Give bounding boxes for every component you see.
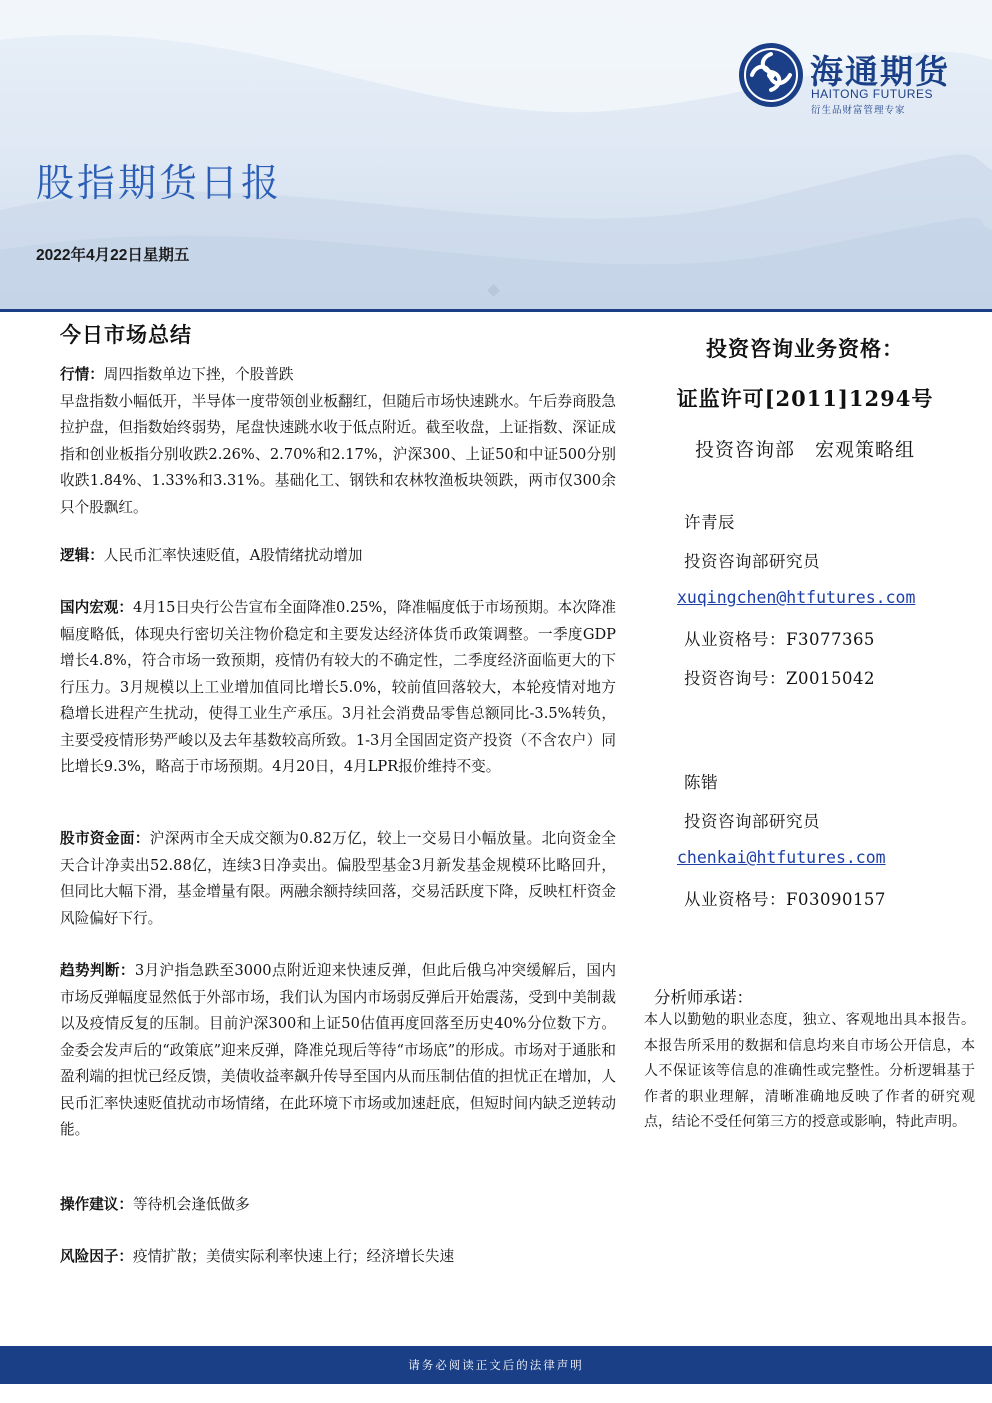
logo-chinese-name: 海通期货 [810,52,950,91]
risk-label: 风险因子： [60,1248,133,1265]
analyst-2-practice-number: 从业资格号：F03090157 [684,890,886,909]
risk-paragraph [60,1244,616,1271]
advice-body: 等待机会逢低做多 [132,1196,250,1213]
analyst-1-role: 投资咨询部研究员 [684,552,820,571]
analyst-2-name: 陈锴 [684,773,718,792]
analyst-statement-title: 分析师承诺： [654,988,753,1007]
logic-paragraph [60,543,616,570]
trend-body: 3月沪指急跌至3000点附近迎来快速反弹，但此后俄乌冲突缓解后，国内市场反弹幅度显然低于外部市场，我们认为国内市场弱反弹后开始震荡，受到中美制裁以及疫情反复的压制。目前沪深300和上证50估值再度回落至历史40%分位数下方。金委会发声后的“政策底”迎来反弹，降准兑现后等待“市场底”的形成。市场对于通胀和盈利端的担忧已经反馈，美债收益率飙升传导至国内从而压制估值的担忧正在增加，人民币汇率快速贬值扰动市场情绪，在此环境下市场或加速赶底，但短时间内缺乏逆转动能。 [60,962,616,1138]
macro-body: 4月15日央行公告宣布全面降准0.25%，降准幅度低于市场预期。本次降准幅度略低，体现央行密切关注物价稳定和主要发达经济体货币政策调整。一季度GDP增长4.8%，符合市场一致预期，疫情仍有较大的不确定性，二季度经济面临更大的下行压力。3月规模以上工业增加值同比增长5.0%，较前值回落较大，本轮疫情对地方稳增长进程产生扰动，使得工业生产承压。3月社会消费品零售总额同比-3.5%转负，主要受疫情形势严峻以及去年基数较高所致。1-3月全国固定资产投资（不含农户）同比增长9.3%，略高于市场预期。4月20日，4月LPR报价维持不变。 [60,599,616,775]
market-label: 行情： [60,366,104,383]
advice-paragraph [60,1192,616,1219]
macro-paragraph [60,595,616,781]
report-header [0,0,992,312]
header-divider [0,309,992,312]
market-paragraph [60,362,616,521]
department: 投资咨询部 宏观策略组 [694,439,915,461]
macro-label: 国内宏观： [60,599,133,616]
market-headline-line [60,362,616,389]
logo-slogan: 衍生品财富管理专家 [811,105,906,116]
report-date: 2022年4月22日星期五 [36,247,190,264]
advice-label: 操作建议： [60,1196,133,1213]
funds-body: 沪深两市全天成交额为0.82万亿，较上一交易日小幅放量。北向资金全天合计净卖出52.88亿，连续3日净卖出。偏股型基金3月新发基金规模环比略回升，但同比大幅下滑，基金增量有限。两融余额持续回落，交易活跃度下降，反映杠杆资金风险偏好下行。 [60,830,616,927]
legal-footer: 请务必阅读正文后的法律声明 [0,1346,992,1384]
market-headline: 周四指数单边下挫，个股普跌 [103,366,294,383]
analyst-2-email-link[interactable]: chenkai@htfutures.com [677,848,886,867]
logic-label: 逻辑： [60,547,104,564]
trend-paragraph [60,958,616,1144]
analyst-1-name: 许青辰 [684,513,735,532]
section-title: 今日市场总结 [60,322,192,347]
analyst-2-role: 投资咨询部研究员 [684,812,820,831]
funds-paragraph [60,826,616,932]
license-number: 证监许可[2011]1294号 [676,386,934,411]
analyst-1-consult-number: 投资咨询号：Z0015042 [684,669,875,688]
report-title: 股指期货日报 [36,161,283,205]
analyst-1-practice-number: 从业资格号：F3077365 [684,630,875,649]
logic-body: 人民币汇率快速贬值，A股情绪扰动增加 [103,547,363,564]
funds-label: 股市资金面： [60,830,150,847]
analyst-statement-body: 本人以勤勉的职业态度，独立、客观地出具本报告。本报告所采用的数据和信息均来自市场公开信息，本人不保证该等信息的准确性或完整性。分析逻辑基于作者的职业理解，清晰准确地反映了作者的研究观点，结论不受任何第三方的授意或影响，特此声明。 [644,1012,975,1130]
analyst-1-email-link[interactable]: xuqingchen@htfutures.com [677,588,916,607]
qualification-title: 投资咨询业务资格： [706,336,904,361]
market-body: 早盘指数小幅低开，半导体一度带领创业板翻红，但随后市场快速跳水。午后券商股急拉护盘，但指数始终弱势，尾盘快速跳水收于低点附近。截至收盘，上证指数、深证成指和创业板指分别收跌2.26%、2.70%和2.17%，沪深300、上证50和中证500分别收跌1.84%、1.33%和3.31%。基础化工、钢铁和农林牧渔板块领跌，两市仅300余只个股飘红。 [60,392,616,516]
risk-body: 疫情扩散；美债实际利率快速上行；经济增长失速 [132,1248,455,1265]
company-logo [738,42,968,122]
logo-english-name: HAITONG FUTURES [811,87,933,101]
trend-label: 趋势判断： [60,962,135,979]
haitong-logo-icon [738,42,804,108]
